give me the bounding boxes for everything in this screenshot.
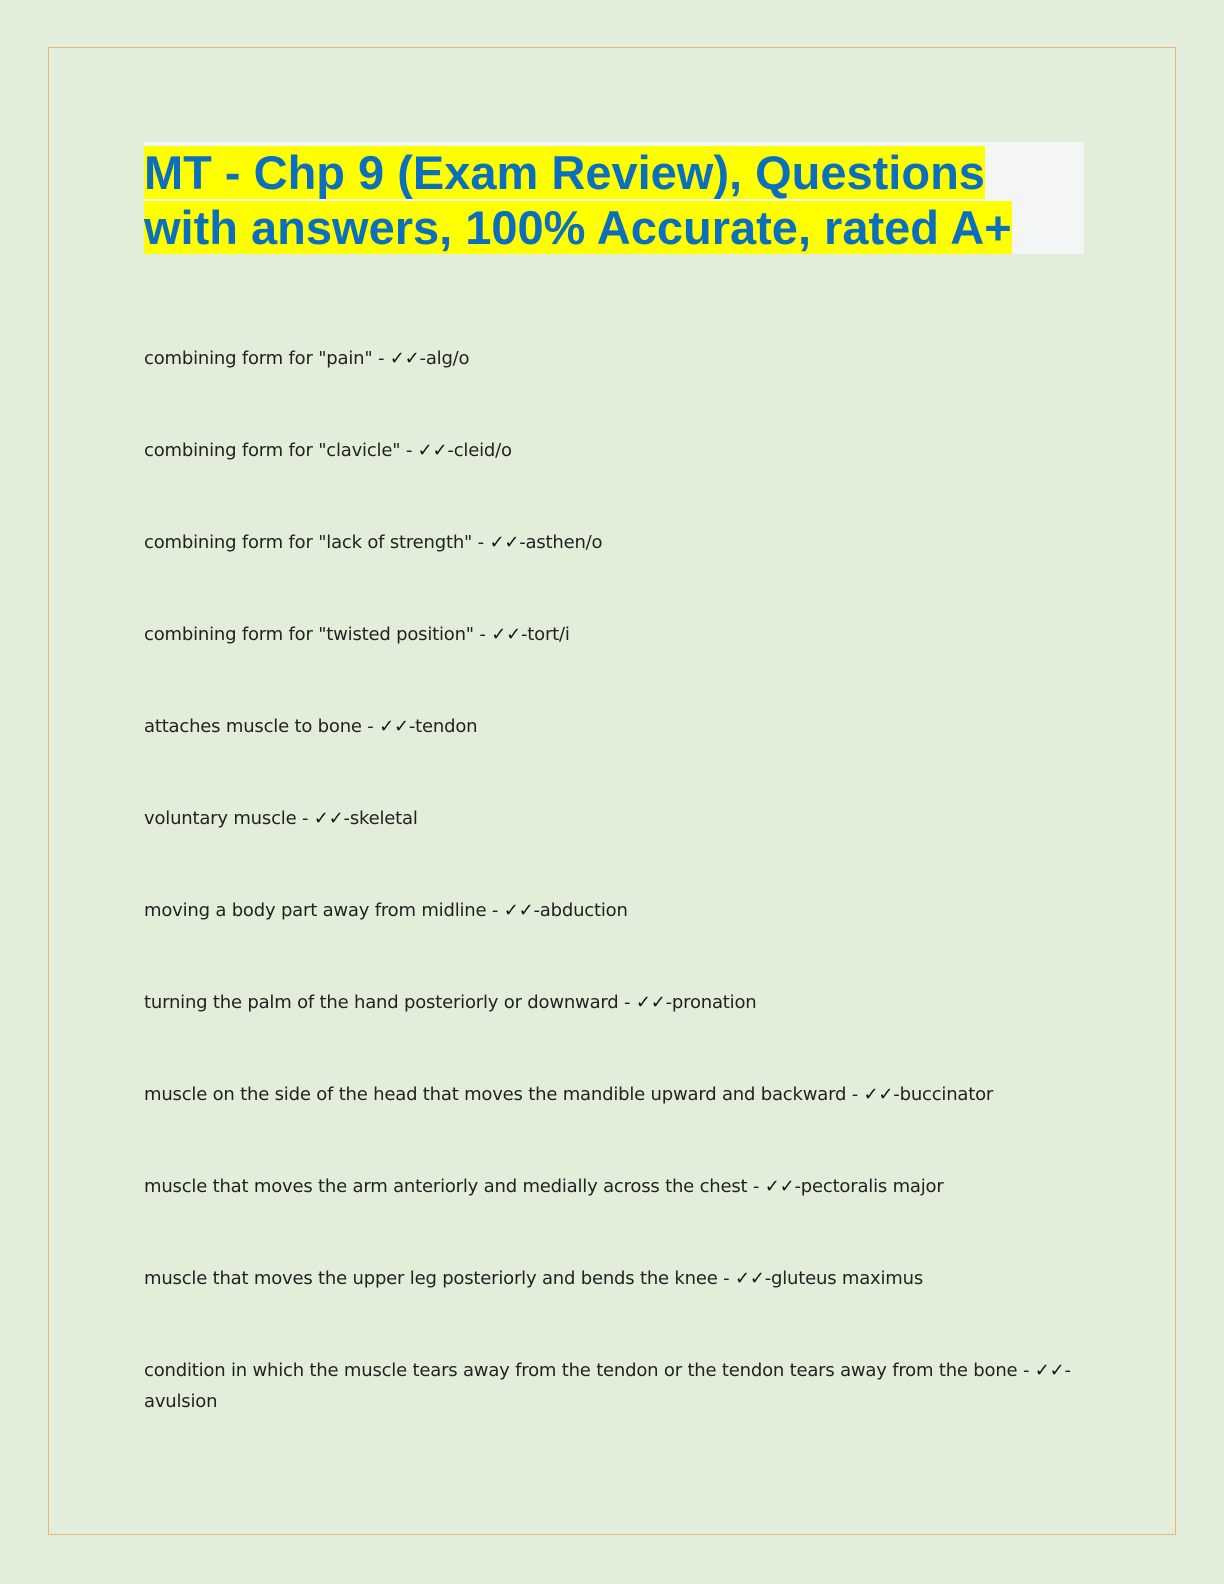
question-text: combining form for "lack of strength" - [144, 532, 490, 553]
check-icon: ✓✓ [635, 992, 666, 1013]
qa-list [144, 343, 1074, 1447]
title-line-1: MT - Chp 9 (Exam Review), Questions [144, 146, 985, 199]
answer-text: -pectoralis major [794, 1176, 944, 1197]
check-icon: ✓✓ [503, 900, 534, 921]
answer-text: -pronation [665, 992, 757, 1013]
question-text: combining form for "pain" - [144, 348, 390, 369]
question-text: combining form for "clavicle" - [144, 440, 418, 461]
qa-item [144, 1171, 1074, 1263]
answer-text: -cleid/o [447, 440, 512, 461]
answer-text: -alg/o [419, 348, 470, 369]
answer-text: -gluteus maximus [764, 1268, 924, 1289]
qa-item [144, 895, 1074, 987]
qa-item [144, 711, 1074, 803]
qa-item [144, 527, 1074, 619]
title-line-2: with answers, 100% Accurate, rated A+ [144, 201, 1012, 254]
qa-item [144, 1263, 1074, 1355]
check-icon: ✓✓ [863, 1084, 894, 1105]
check-icon: ✓✓ [491, 624, 521, 645]
check-icon: ✓✓ [734, 1268, 765, 1289]
check-icon: ✓✓ [417, 440, 448, 461]
qa-item [144, 619, 1074, 711]
check-icon: ✓✓ [1034, 1360, 1065, 1381]
check-icon: ✓✓ [313, 808, 344, 829]
check-icon: ✓✓ [389, 348, 420, 369]
question-text: muscle that moves the upper leg posteriorly and bends the knee - [144, 1268, 735, 1289]
qa-item [144, 1079, 1074, 1171]
qa-item [144, 1355, 1074, 1447]
question-text: muscle on the side of the head that moves the mandible upward and backward - [144, 1084, 864, 1105]
check-icon: ✓✓ [764, 1176, 795, 1197]
answer-text: -avulsion [144, 1360, 1071, 1412]
question-text: attaches muscle to bone - [144, 716, 380, 737]
qa-item [144, 343, 1074, 435]
check-icon: ✓✓ [489, 532, 520, 553]
page-title [144, 145, 1012, 255]
question-text: muscle that moves the arm anteriorly and medially across the chest - [144, 1176, 765, 1197]
answer-text: -skeletal [343, 808, 418, 829]
question-text: moving a body part away from midline - [144, 900, 504, 921]
question-text: condition in which the muscle tears away from the tendon or the tendon tears away from the bone - [144, 1360, 1035, 1381]
qa-item [144, 987, 1074, 1079]
answer-text: -buccinator [893, 1084, 994, 1105]
qa-item [144, 803, 1074, 895]
answer-text: -tendon [408, 716, 478, 737]
question-text: combining form for "twisted position" - [144, 624, 492, 645]
check-icon: ✓✓ [379, 716, 409, 737]
question-text: turning the palm of the hand posteriorly or downward - [144, 992, 636, 1013]
answer-text: -tort/i [521, 624, 570, 645]
question-text: voluntary muscle - [144, 808, 314, 829]
answer-text: -abduction [533, 900, 628, 921]
answer-text: -asthen/o [519, 532, 603, 553]
qa-item [144, 435, 1074, 527]
